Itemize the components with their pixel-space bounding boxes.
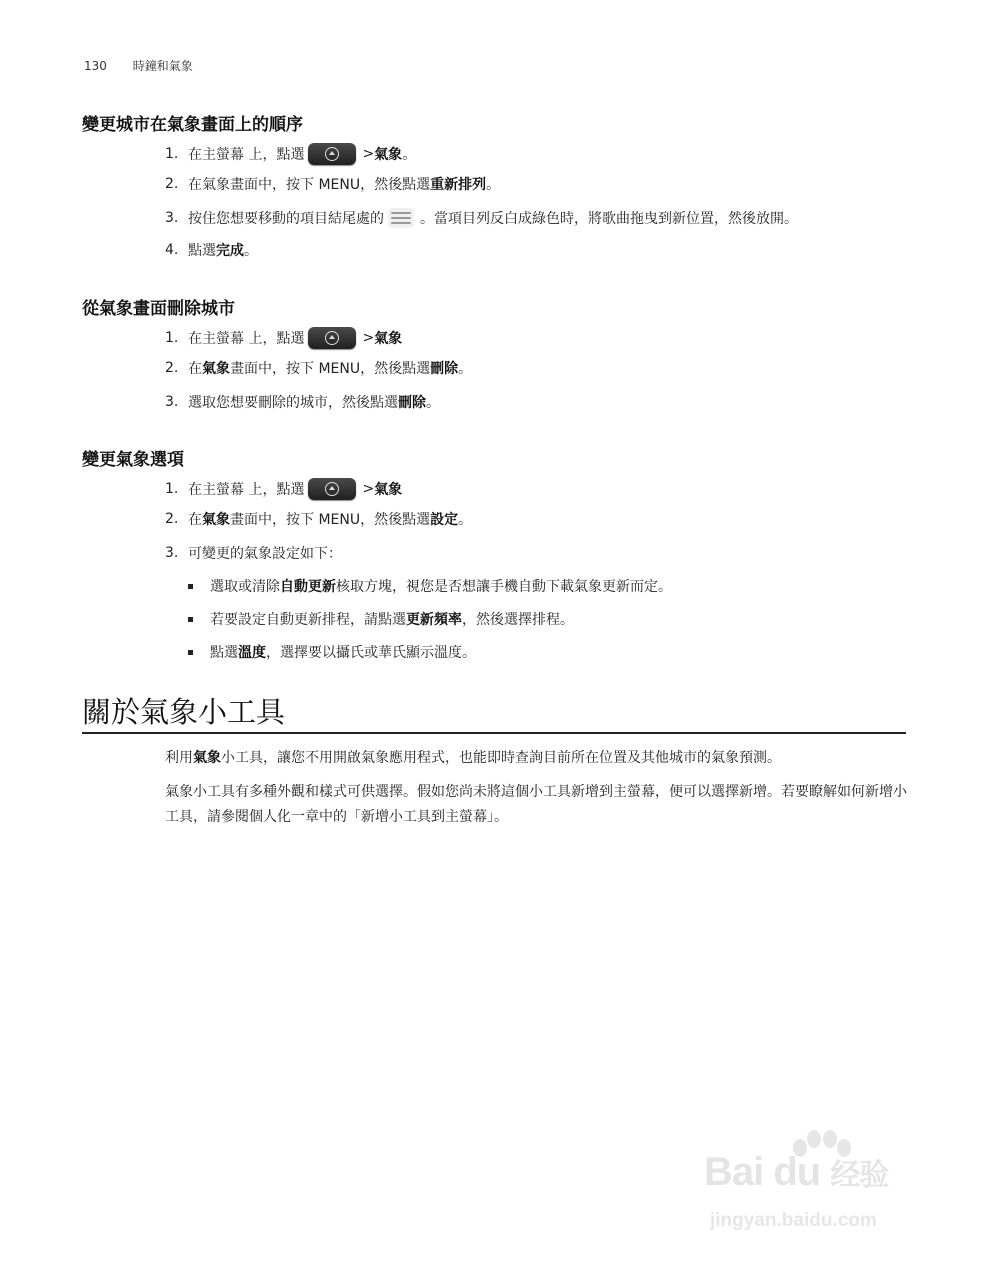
heading-divider <box>82 732 906 734</box>
paragraph: 氣象小工具有多種外觀和樣式可供選擇。假如您尚未將這個小工具新增到主螢幕，便可以選擇新增。若要瞭解如何新增小工具，請參閱個人化一章中的「新增小工具到主螢幕」。 <box>165 784 907 825</box>
step-item: 1. 在主螢幕 上，點選 > 氣象 。 <box>165 143 416 165</box>
list-item: 點選 溫度 ，選擇要以攝氏或華氏顯示溫度。 <box>188 642 476 662</box>
step-item: 1. 在主螢幕 上，點選 > 氣象 <box>165 478 402 500</box>
step-item: 4. 點選 完成 。 <box>165 242 258 259</box>
list-item: 選取或清除 自動更新 核取方塊，視您是否想讓手機自動下載氣象更新而定。 <box>188 576 672 596</box>
step-item: 2. 在 氣象 畫面中，按下 MENU，然後點選 設定 。 <box>165 511 473 528</box>
step-item: 2. 在 氣象 畫面中，按下 MENU，然後點選 刪除 。 <box>165 360 473 377</box>
step-item: 3. 按住您想要移動的項目結尾處的 。當項目列反白成綠色時，將歌曲拖曳到新位置，然後放開。 <box>165 210 798 227</box>
bullet-icon <box>188 584 193 589</box>
bullet-icon <box>188 650 193 655</box>
section-title-weather-options: 變更氣象選項 <box>82 450 184 470</box>
section-title-delete-city: 從氣象畫面刪除城市 <box>82 299 235 319</box>
page-header <box>84 57 193 74</box>
step-item: 3. 選取您想要刪除的城市，然後點選 刪除 。 <box>165 394 440 411</box>
list-item: 若要設定自動更新排程，請點選 更新頻率 ，然後選擇排程。 <box>188 609 574 629</box>
paragraph: 利用氣象小工具，讓您不用開啟氣象應用程式，也能即時查詢目前所在位置及其他城市的氣象預測。 <box>165 750 781 766</box>
watermark-logo: Bai du 经验 <box>704 1150 889 1194</box>
drag-handle-icon <box>388 208 414 228</box>
home-button-icon <box>308 327 356 349</box>
step-item: 2. 在氣象畫面中，按下 MENU，然後點選 重新排列 。 <box>165 176 501 193</box>
step-item: 3. 可變更的氣象設定如下： <box>165 545 342 562</box>
chapter-title: 時鐘和氣象 <box>132 59 193 73</box>
watermark-url: jingyan.baidu.com <box>710 1210 877 1231</box>
step-item: 1. 在主螢幕 上，點選 > 氣象 <box>165 327 402 349</box>
bullet-icon <box>188 617 193 622</box>
baidu-watermark <box>700 1130 940 1240</box>
home-button-icon <box>308 143 356 165</box>
home-button-icon <box>308 478 356 500</box>
section-title-reorder: 變更城市在氣象畫面上的順序 <box>82 115 303 135</box>
chapter-heading-weather-widget: 關於氣象小工具 <box>82 695 286 729</box>
page-number: 130 <box>84 59 107 73</box>
